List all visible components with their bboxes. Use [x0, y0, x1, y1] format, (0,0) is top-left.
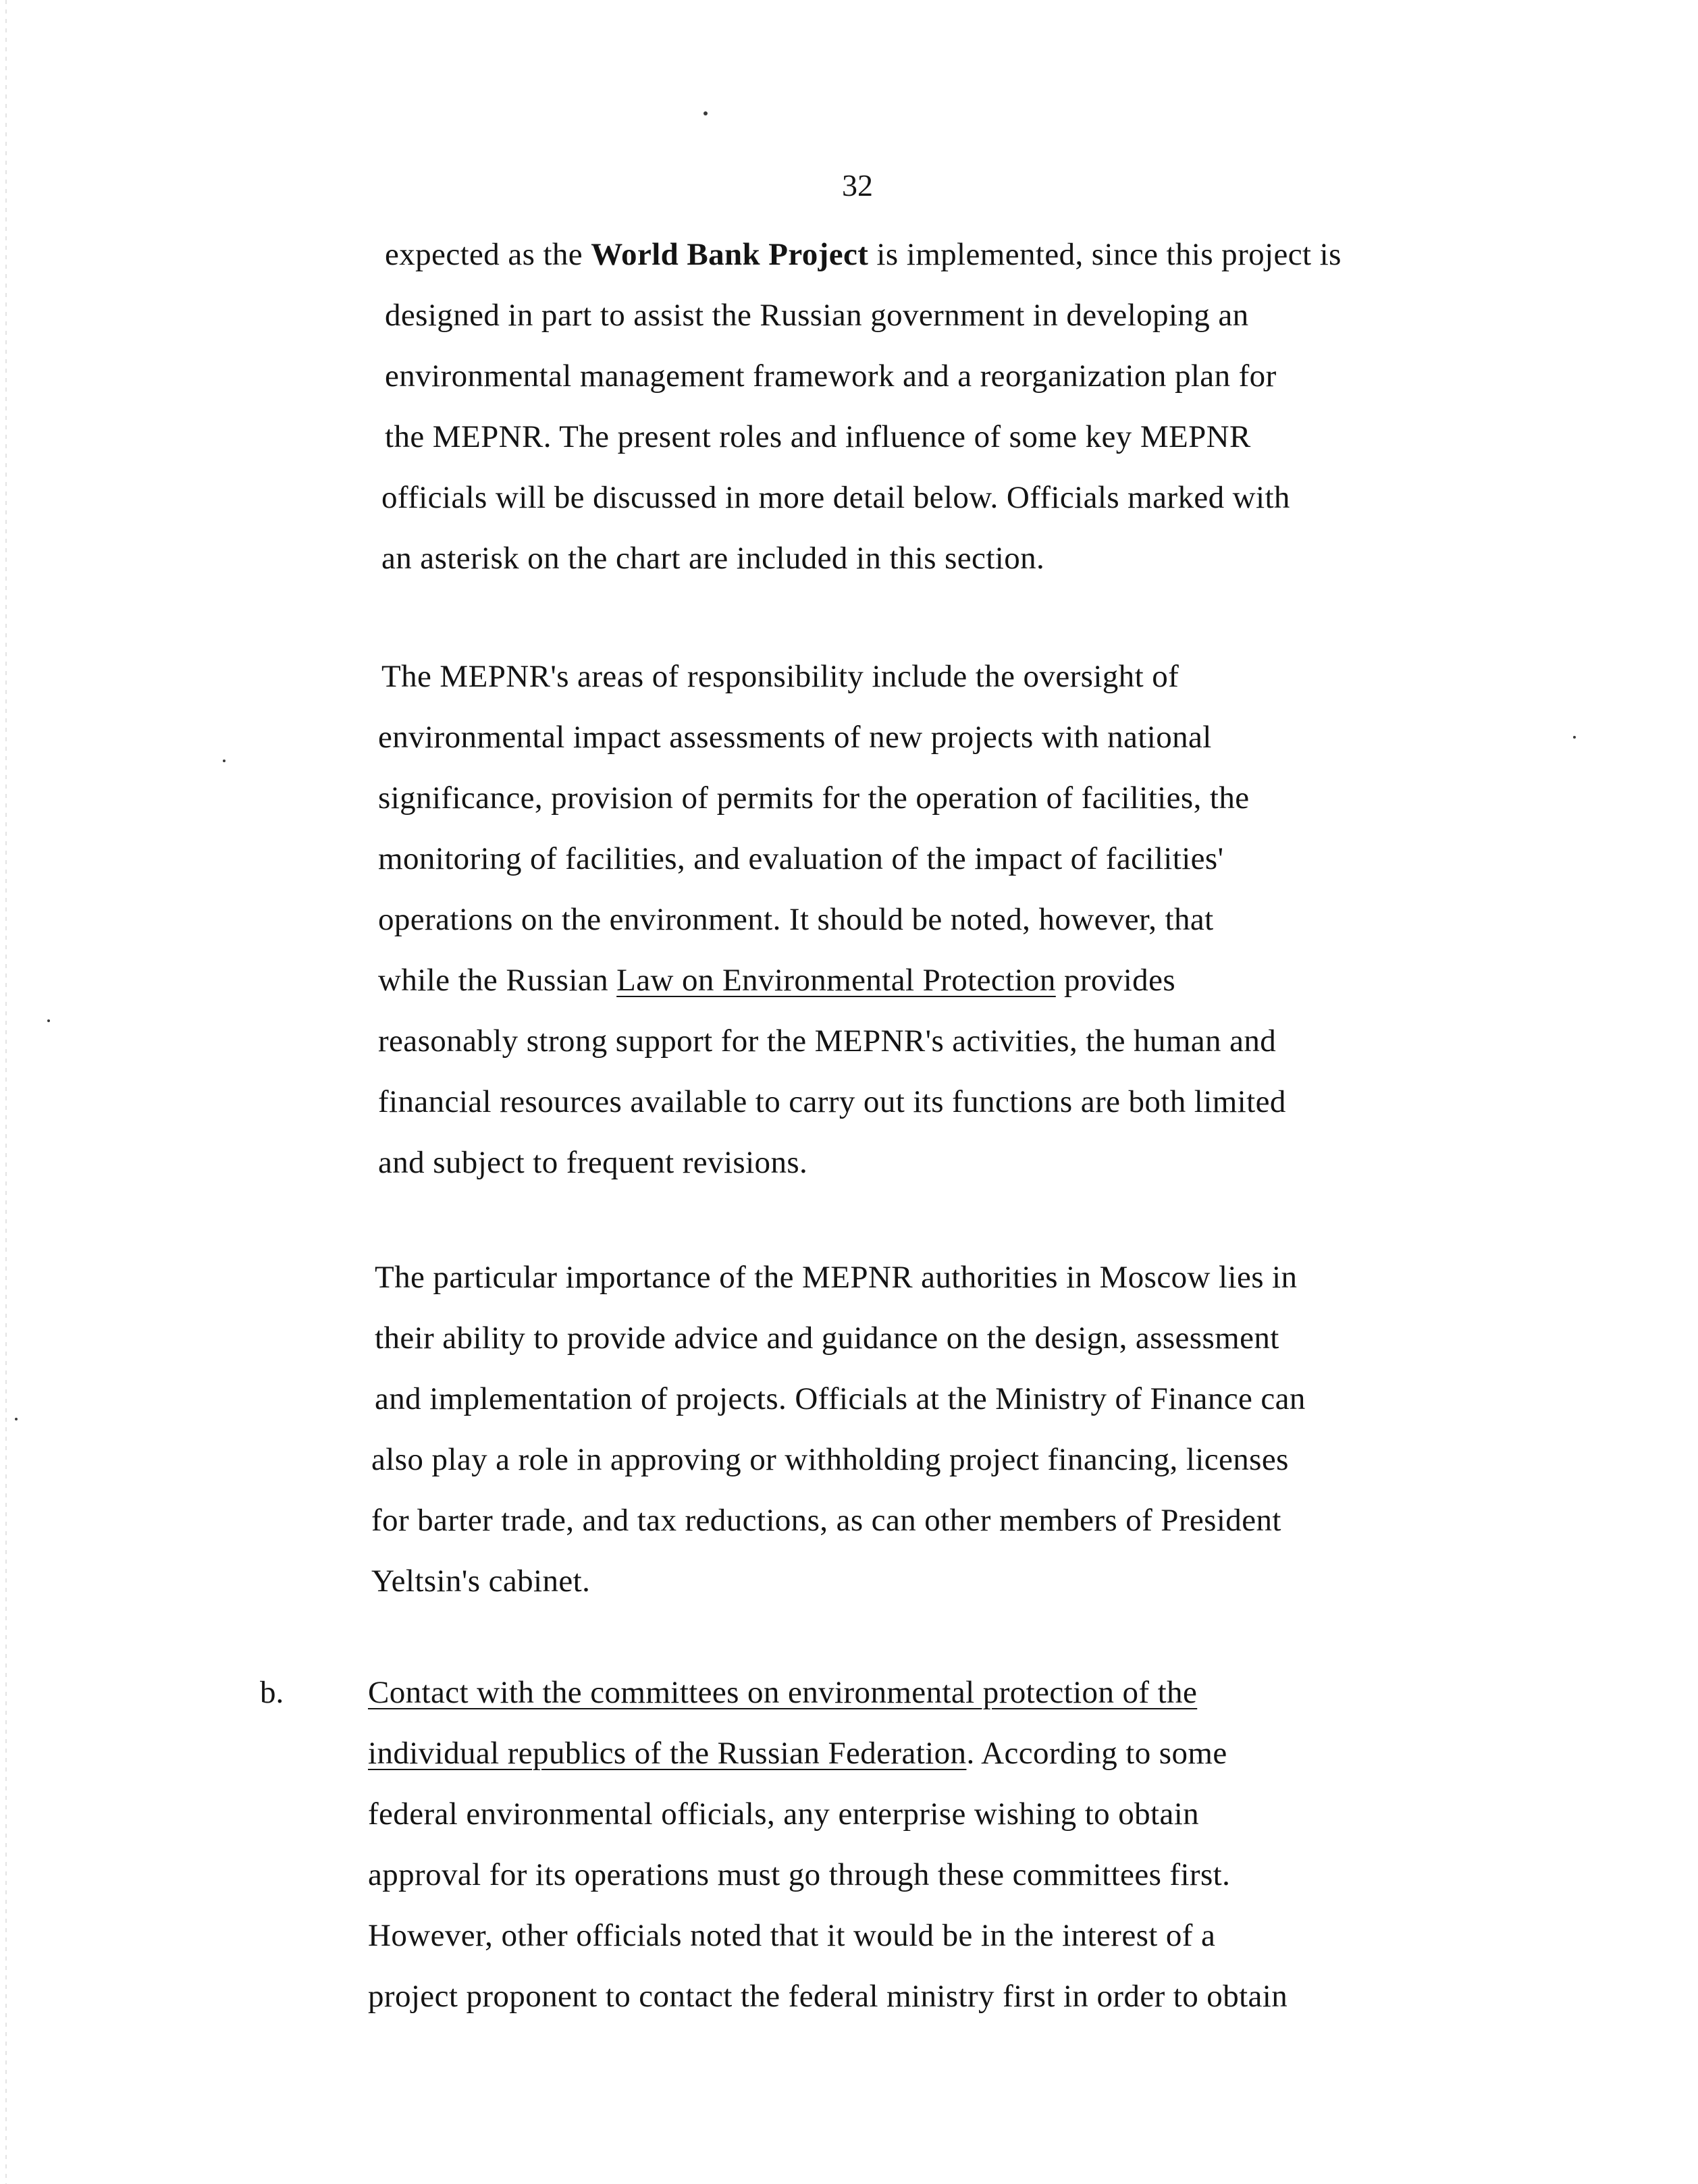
text-line: approval for its operations must go through these committees first.: [368, 1857, 1231, 1892]
text-line: officials will be discussed in more detail below. Officials marked with: [381, 480, 1290, 515]
scan-speck: [1573, 736, 1576, 739]
text-line: the MEPNR. The present roles and influence of some key MEPNR: [385, 419, 1251, 454]
text-run: provides: [1055, 963, 1176, 998]
bold-term: World Bank Project: [591, 237, 869, 272]
text-line: designed in part to assist the Russian government in developing an: [385, 298, 1249, 333]
text-line: [378, 959, 1175, 1002]
text-line: Yeltsin's cabinet.: [371, 1564, 591, 1599]
text-line: operations on the environment. It should be noted, however, that: [378, 902, 1214, 937]
text-line: financial resources available to carry out its functions are both limited: [378, 1084, 1286, 1119]
text-line: for barter trade, and tax reductions, as can other members of President: [371, 1503, 1281, 1538]
text-run: expected as the: [385, 237, 591, 272]
scan-speck: [704, 111, 708, 115]
text-line: federal environmental officials, any enterprise wishing to obtain: [368, 1796, 1200, 1832]
text-line: monitoring of facilities, and evaluation of the impact of facilities': [378, 841, 1224, 876]
text-line: significance, provision of permits for the operation of facilities, the: [378, 780, 1250, 816]
text-run: . According to some: [966, 1736, 1227, 1771]
text-line: environmental impact assessments of new projects with national: [378, 720, 1212, 755]
item-heading-underlined: Contact with the committees on environmental protection of the: [368, 1675, 1198, 1710]
scan-speck: [223, 760, 225, 762]
text-line: reasonably strong support for the MEPNR's activities, the human and: [378, 1023, 1277, 1059]
text-line: The MEPNR's areas of responsibility include the oversight of: [381, 659, 1179, 694]
text-line: also play a role in approving or withholding project financing, licenses: [371, 1442, 1289, 1477]
text-line: project proponent to contact the federal ministry first in order to obtain: [368, 1979, 1288, 2014]
text-line: environmental management framework and a reorganization plan for: [385, 358, 1277, 394]
scan-speck: [47, 1019, 50, 1022]
text-line: and subject to frequent revisions.: [378, 1145, 808, 1180]
law-title-underlined: Law on Environmental Protection: [616, 963, 1056, 998]
scan-edge-artifact: [5, 0, 7, 2184]
list-marker-b: b.: [260, 1675, 284, 1710]
text-line: an asterisk on the chart are included in this section.: [381, 541, 1045, 576]
page-number: 32: [842, 168, 873, 203]
text-line: [385, 233, 1342, 276]
scan-speck: [15, 1418, 18, 1420]
text-line: The particular importance of the MEPNR authorities in Moscow lies in: [375, 1260, 1298, 1295]
text-line: However, other officials noted that it would be in the interest of a: [368, 1918, 1216, 1953]
text-run: is implemented, since this project is: [868, 237, 1342, 272]
text-line: [368, 1732, 1227, 1775]
text-line: and implementation of projects. Officials at the Ministry of Finance can: [375, 1381, 1306, 1416]
text-run: while the Russian: [378, 963, 617, 998]
text-line: [368, 1671, 1197, 1714]
text-line: their ability to provide advice and guidance on the design, assessment: [375, 1321, 1279, 1356]
item-heading-underlined: individual republics of the Russian Federation: [368, 1736, 967, 1771]
